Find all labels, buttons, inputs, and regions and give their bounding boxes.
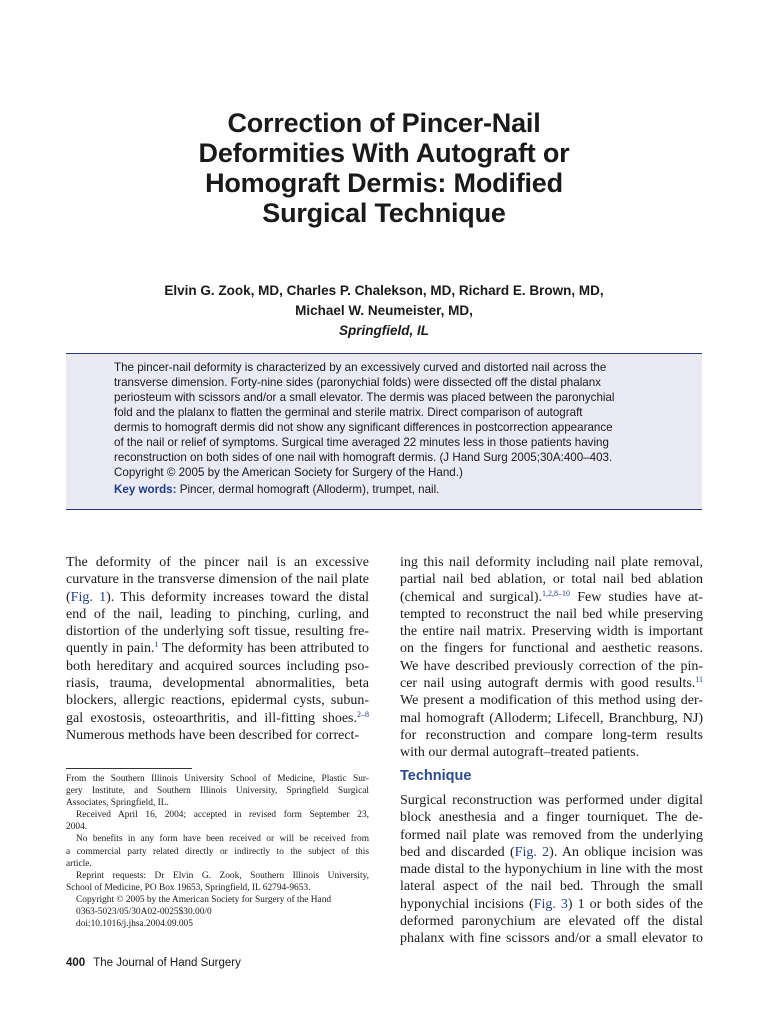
abstract-box xyxy=(66,353,702,510)
abstract-line: dermis to homograft dermis did not show any significant differences in postcorrection appearance xyxy=(114,421,613,434)
abstract-line: of the nail or relief of symptoms. Surgical time averaged 22 minutes less in those patients having xyxy=(114,436,609,449)
page-number: 400 xyxy=(66,957,86,969)
body-line: for reconstruction and compare long-term results xyxy=(400,727,703,743)
keywords-label: Key words: xyxy=(114,483,177,496)
abstract-line: periosteum with scissors and/or a small elevator. The dermis was placed between the paronychial xyxy=(114,391,615,404)
body-line: phalanx with fine scissors and/or a small elevator to xyxy=(400,931,703,947)
body-line: Numerous methods have been described for correct- xyxy=(66,727,360,743)
body-line: end of the nail, leading to pinching, curling, and xyxy=(66,606,369,622)
footnotes xyxy=(66,773,369,930)
body-line: on the fingers for functional and aesthetic reasons. xyxy=(400,641,703,657)
body-line: block anesthesia and a finger tourniquet. The de- xyxy=(400,810,703,826)
body-line: made distal to the hyponychium in line with the most xyxy=(400,862,703,878)
body-line: distortion of the underlying soft tissue, resulting fre- xyxy=(66,624,369,640)
body-line: ing this nail deformity including nail plate removal, xyxy=(400,555,703,570)
footnote-line: a commercial party related directly or indirectly to the subject of this xyxy=(66,846,369,857)
citation-link[interactable]: 1 xyxy=(154,640,159,650)
authors-line-1: Elvin G. Zook, MD, Charles P. Chalekson, MD, Richard E. Brown, MD, xyxy=(164,283,604,298)
journal-name: The Journal of Hand Surgery xyxy=(93,957,241,969)
left-column-text xyxy=(66,554,369,744)
body-line: cer nail using autograft dermis with good results.$^{11}$ xyxy=(400,675,703,692)
authors-line-2: Michael W. Neumeister, MD, Springfield, IL xyxy=(90,301,678,341)
citation-link[interactable]: 11 xyxy=(695,675,703,685)
footnote-line: Associates, Springfield, IL. xyxy=(66,798,169,809)
footnote-line: Reprint requests: Dr Elvin G. Zook, Southern Illinois University, xyxy=(76,870,369,881)
footnote-line: article. xyxy=(66,858,92,869)
figure-3-link[interactable]: Fig. 3 xyxy=(533,896,568,912)
body-line: deformed paronychium are elevated off the distal xyxy=(400,914,703,930)
body-line: riasis, trauma, developmental abnormalities, beta xyxy=(66,676,369,692)
issn-line: 0363-5023/05/30A02-0025$30.00/0 xyxy=(76,907,212,918)
footnote-line: 2004. xyxy=(66,822,88,833)
footnote-line: Received April 16, 2004; accepted in revised form September 23, xyxy=(76,810,369,821)
body-line: We have described previously correction of the pin- xyxy=(400,658,703,674)
author-list xyxy=(90,281,678,341)
doi-line[interactable]: doi:10.1016/j.jhsa.2004.09.005 xyxy=(76,919,193,930)
body-line: (Fig. 1). This deformity increases toward the distal xyxy=(66,589,369,605)
body-line: We present a modification of this method using der- xyxy=(400,693,703,709)
copyright-line: Copyright © 2005 by the American Society for Surgery of the Hand xyxy=(76,894,332,905)
body-line: Surgical reconstruction was performed under digital xyxy=(400,793,703,808)
right-column-text xyxy=(400,554,703,762)
figure-2-link[interactable]: Fig. 2 xyxy=(514,844,550,860)
abstract-line: Copyright © 2005 by the American Society for Surgery of the Hand.) xyxy=(114,466,463,479)
abstract-line: transverse dimension. Forty-nine sides (paronychial folds) were dissected off the distal phalanx xyxy=(114,376,601,389)
page-footer xyxy=(66,957,241,969)
body-line: curvature in the transverse dimension of the nail plate xyxy=(66,572,369,588)
body-line: hyponychial incisions (Fig. 3) 1 or both sides of the xyxy=(400,896,703,912)
article-title xyxy=(120,108,648,228)
keywords-line xyxy=(114,482,439,497)
author-location: Springfield, IL xyxy=(339,323,429,338)
citation-link[interactable]: 1,2,8–10 xyxy=(542,588,571,598)
footnote-line: No benefits in any form have been received or will be received from xyxy=(76,834,369,845)
body-line: bed and discarded (Fig. 2). An oblique incision was xyxy=(400,844,703,860)
body-line: mal homograft (Alloderm; Lifecell, Branchburg, NJ) xyxy=(400,710,703,726)
body-line: The deformity of the pincer nail is an excessive xyxy=(66,555,369,570)
title-line: Homograft Dermis: Modified xyxy=(205,168,563,198)
body-line: tempted to reconstruct the nail bed while preserving xyxy=(400,606,703,622)
abstract-line: reconstruction on both sides of one nail with homograft dermis. (J Hand Surg 2005;30A:400–403. xyxy=(114,451,613,464)
footnote-line: School of Medicine, PO Box 19653, Springfield, IL 62794-9653. xyxy=(66,882,311,893)
body-line: gal exostosis, osteoarthritis, and ill-fitting shoes.$^{2-8}$ xyxy=(66,709,369,726)
body-line: blockers, allergic reactions, epidermal cysts, subun- xyxy=(66,693,369,709)
keywords-text: Pincer, dermal homograft (Alloderm), trumpet, nail. xyxy=(179,483,440,496)
title-line: Surgical Technique xyxy=(262,198,506,228)
abstract-line: The pincer-nail deformity is characterized by an excessively curved and distorted nail across the xyxy=(114,361,607,374)
technique-paragraph xyxy=(400,792,703,948)
abstract-line: fold and the plalanx to flatten the germinal and sterile matrix. Direct comparison of autograft xyxy=(114,406,583,419)
body-line: lateral aspect of the nail bed. Through the small xyxy=(400,879,703,895)
body-line: with our dermal autograft–treated patients. xyxy=(400,745,640,761)
body-line: formed nail plate was removed from the underlying xyxy=(400,827,703,843)
citation-link[interactable]: 2–8 xyxy=(357,709,369,719)
footnote-line: gery Institute, and Southern Illinois University, Springfield Surgical xyxy=(66,786,369,797)
body-line: both hereditary and acquired sources including pso- xyxy=(66,658,369,674)
footnote-divider xyxy=(66,768,192,769)
title-line: Correction of Pincer-Nail xyxy=(227,108,541,138)
body-line: the entire nail matrix. Preserving width is important xyxy=(400,624,703,640)
body-line: quently in pain.$^1$ The deformity has been attributed to xyxy=(66,640,369,657)
footnote-line: From the Southern Illinois University School of Medicine, Plastic Sur- xyxy=(66,774,369,784)
title-line: Deformities With Autograft or xyxy=(198,138,570,168)
figure-1-link[interactable]: Fig. 1 xyxy=(70,589,107,605)
body-line: partial nail bed ablation, or total nail bed ablation xyxy=(400,572,703,588)
section-heading-technique: Technique xyxy=(400,768,472,784)
body-line: (chemical and surgical).$^{1,2,8-10}$ Few studies have at- xyxy=(400,588,703,605)
